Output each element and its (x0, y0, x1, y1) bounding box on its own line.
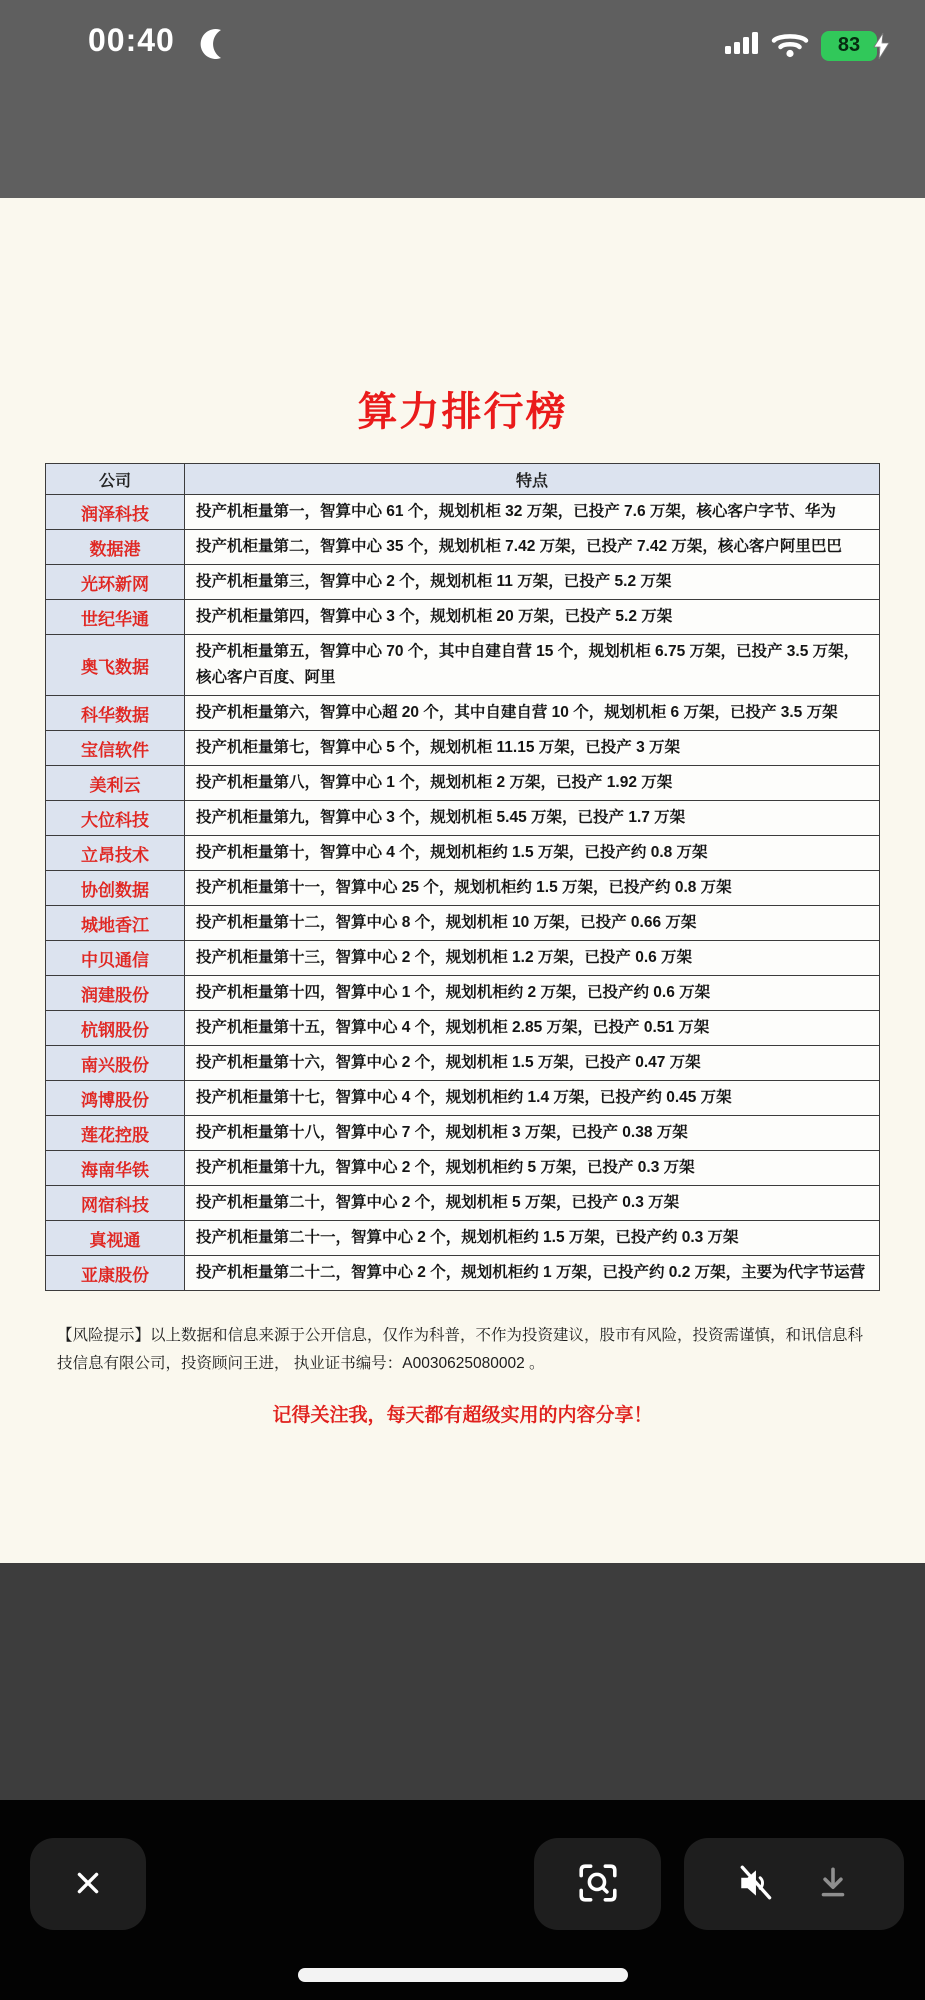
home-indicator[interactable] (298, 1968, 628, 1982)
battery-percent: 83 (837, 34, 861, 56)
table-row (46, 635, 880, 696)
company-cell: 城地香江 (46, 906, 185, 941)
wifi-icon (770, 28, 810, 63)
company-cell: 奥飞数据 (46, 635, 185, 696)
table-row (46, 731, 880, 766)
table-row (46, 836, 880, 871)
feature-cell: 投产机柜量第十八，智算中心 7 个，规划机柜 3 万架，已投产 0.38 万架 (185, 1116, 880, 1151)
company-cell: 莲花控股 (46, 1116, 185, 1151)
table-row (46, 906, 880, 941)
company-cell: 光环新网 (46, 565, 185, 600)
cellular-icon (725, 32, 759, 60)
table-header-row (46, 464, 880, 495)
company-cell: 科华数据 (46, 696, 185, 731)
table-row (46, 766, 880, 801)
company-cell: 世纪华通 (46, 600, 185, 635)
feature-cell: 投产机柜量第八，智算中心 1 个，规划机柜 2 万架，已投产 1.92 万架 (185, 766, 880, 801)
table-row (46, 696, 880, 731)
moon-icon (198, 26, 234, 67)
company-cell: 美利云 (46, 766, 185, 801)
battery-fill (821, 31, 877, 61)
feature-cell: 投产机柜量第十三，智算中心 2 个，规划机柜 1.2 万架，已投产 0.6 万架 (185, 941, 880, 976)
table-row (46, 600, 880, 635)
feature-cell: 投产机柜量第二十二，智算中心 2 个，规划机柜约 1 万架，已投产约 0.2 万架，主要为代字节运营 (185, 1256, 880, 1291)
company-cell: 立昂技术 (46, 836, 185, 871)
company-cell: 海南华铁 (46, 1151, 185, 1186)
feature-cell: 投产机柜量第七，智算中心 5 个，规划机柜 11.15 万架，已投产 3 万架 (185, 731, 880, 766)
charging-bolt-icon (873, 33, 890, 65)
company-cell: 网宿科技 (46, 1186, 185, 1221)
company-cell: 润泽科技 (46, 495, 185, 530)
company-cell: 协创数据 (46, 871, 185, 906)
company-cell: 杭钢股份 (46, 1011, 185, 1046)
download-icon[interactable] (814, 1864, 852, 1905)
feature-cell: 投产机柜量第十七，智算中心 4 个，规划机柜约 1.4 万架，已投产约 0.45 万架 (185, 1081, 880, 1116)
mute-icon[interactable] (736, 1862, 778, 1907)
feature-cell: 投产机柜量第一，智算中心 61 个，规划机柜 32 万架，已投产 7.6 万架，核心客户字节、华为 (185, 495, 880, 530)
feature-cell: 投产机柜量第二，智算中心 35 个，规划机柜 7.42 万架，已投产 7.42 万架，核心客户阿里巴巴 (185, 530, 880, 565)
clock: 00:40 (88, 22, 175, 58)
company-cell: 真视通 (46, 1221, 185, 1256)
company-cell: 宝信软件 (46, 731, 185, 766)
company-cell: 大位科技 (46, 801, 185, 836)
bottom-toolbar (0, 1800, 925, 2000)
image-search-button[interactable] (534, 1838, 661, 1930)
feature-cell: 投产机柜量第三，智算中心 2 个，规划机柜 11 万架，已投产 5.2 万架 (185, 565, 880, 600)
table-row (46, 871, 880, 906)
table-row (46, 1256, 880, 1291)
viewed-image[interactable] (0, 198, 925, 1563)
feature-cell: 投产机柜量第二十一，智算中心 2 个，规划机柜约 1.5 万架，已投产约 0.3 万架 (185, 1221, 880, 1256)
company-cell: 南兴股份 (46, 1046, 185, 1081)
media-controls[interactable] (684, 1838, 904, 1930)
company-cell: 润建股份 (46, 976, 185, 1011)
company-cell: 数据港 (46, 530, 185, 565)
table-row (46, 801, 880, 836)
feature-cell: 投产机柜量第十五，智算中心 4 个，规划机柜 2.85 万架，已投产 0.51 万架 (185, 1011, 880, 1046)
risk-disclaimer: 【风险提示】以上数据和信息来源于公开信息，仅作为科普，不作为投资建议，股市有风险，投资需谨慎，和讯信息科技信息有限公司，投资顾问王进， 执业证书编号：A0030625080002 。 (57, 1327, 864, 1372)
table-row (46, 941, 880, 976)
feature-cell: 投产机柜量第十九，智算中心 2 个，规划机柜约 5 万架，已投产 0.3 万架 (185, 1151, 880, 1186)
battery-indicator (821, 31, 883, 61)
company-cell: 中贝通信 (46, 941, 185, 976)
table-row (46, 1081, 880, 1116)
ranking-table-body (46, 495, 880, 1291)
table-row (46, 976, 880, 1011)
company-cell: 亚康股份 (46, 1256, 185, 1291)
table-row (46, 1046, 880, 1081)
status-bar (0, 0, 925, 198)
feature-cell: 投产机柜量第五，智算中心 70 个，其中自建自营 15 个，规划机柜 6.75 万架，已投产 3.5 万架，核心客户百度、阿里 (185, 635, 880, 696)
table-row (46, 1186, 880, 1221)
feature-cell: 投产机柜量第二十，智算中心 2 个，规划机柜 5 万架，已投产 0.3 万架 (185, 1186, 880, 1221)
feature-cell: 投产机柜量第十四，智算中心 1 个，规划机柜约 2 万架，已投产约 0.6 万架 (185, 976, 880, 1011)
feature-cell: 投产机柜量第六，智算中心超 20 个，其中自建自营 10 个，规划机柜 6 万架，已投产 3.5 万架 (185, 696, 880, 731)
page-title: 算力排行榜 (357, 390, 568, 434)
feature-cell: 投产机柜量第九，智算中心 3 个，规划机柜 5.45 万架，已投产 1.7 万架 (185, 801, 880, 836)
bottom-dim-area (0, 1563, 925, 1800)
ranking-table (45, 463, 880, 1291)
feature-cell: 投产机柜量第十二，智算中心 8 个，规划机柜 10 万架，已投产 0.66 万架 (185, 906, 880, 941)
table-row (46, 1116, 880, 1151)
company-cell: 鸿博股份 (46, 1081, 185, 1116)
feature-header: 特点 (185, 464, 880, 495)
close-icon (69, 1864, 107, 1905)
feature-cell: 投产机柜量第十一，智算中心 25 个，规划机柜约 1.5 万架，已投产约 0.8 万架 (185, 871, 880, 906)
image-search-icon (577, 1862, 619, 1907)
table-row (46, 1151, 880, 1186)
feature-cell: 投产机柜量第四，智算中心 3 个，规划机柜 20 万架，已投产 5.2 万架 (185, 600, 880, 635)
table-row (46, 530, 880, 565)
close-button[interactable] (30, 1838, 146, 1930)
table-row (46, 1221, 880, 1256)
follow-cta: 记得关注我，每天都有超级实用的内容分享！ (272, 1405, 653, 1426)
feature-cell: 投产机柜量第十，智算中心 4 个，规划机柜约 1.5 万架，已投产约 0.8 万架 (185, 836, 880, 871)
company-header: 公司 (46, 464, 185, 495)
table-row (46, 565, 880, 600)
feature-cell: 投产机柜量第十六，智算中心 2 个，规划机柜 1.5 万架，已投产 0.47 万架 (185, 1046, 880, 1081)
table-row (46, 1011, 880, 1046)
table-row (46, 495, 880, 530)
